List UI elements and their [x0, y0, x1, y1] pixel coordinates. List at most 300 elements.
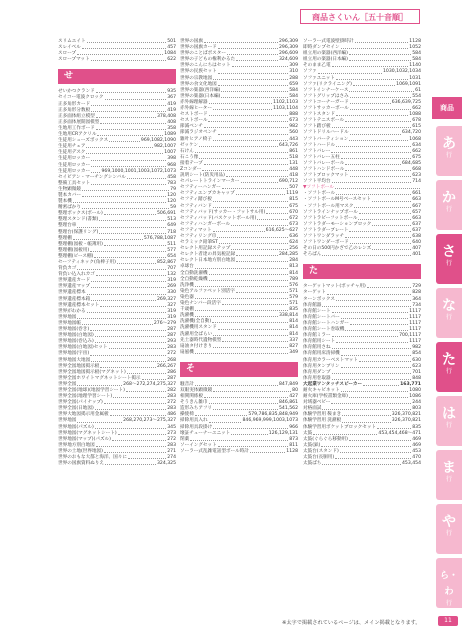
entry-term: 世界の民族セット — [180, 69, 217, 75]
entry-term: 千歳棚 — [180, 307, 194, 313]
entry-term: せいかつクランド — [58, 89, 95, 95]
entry-pages: 1128 — [286, 448, 298, 454]
leader-dots — [86, 144, 153, 148]
entry-term: 造形みちアフリ — [180, 406, 212, 412]
leader-dots — [104, 211, 156, 215]
leader-dots — [209, 271, 289, 275]
leader-dots — [99, 217, 166, 221]
entry-term: 太鼓 — [303, 430, 313, 436]
entry-term: 洗濯用全ばらい — [180, 331, 213, 337]
entry-pages: 624 — [289, 240, 298, 246]
entry-term: 生地用工作ボード — [58, 125, 95, 131]
entry-pages: 584 — [289, 87, 298, 93]
entry-pages: 284,285 — [279, 252, 298, 258]
entry-term: 世界地図(巻き) — [58, 327, 90, 333]
entry-term: 染色ナンバー段活字 — [180, 301, 221, 307]
entry-pages: 846,969,999,1003,1073 — [242, 418, 298, 424]
leader-dots — [77, 418, 122, 422]
leader-dots — [350, 173, 412, 177]
entry-pages: 966 — [289, 424, 298, 430]
entry-term: 耐火庫(学校書類金庫) — [303, 394, 348, 400]
leader-dots — [222, 185, 288, 189]
entry-term: 世界全図(地球)(地図学習シート) — [58, 387, 125, 393]
entry-pages: 1102,1103 — [273, 99, 298, 105]
entry-pages: 888 — [289, 112, 298, 118]
entry-term: セストボール — [180, 118, 208, 124]
entry-pages: 1117 — [409, 339, 421, 345]
entry-pages: 579,786,835,848,949 — [248, 412, 298, 418]
leader-dots — [355, 39, 409, 43]
leader-dots — [77, 223, 166, 227]
leader-dots — [113, 394, 166, 398]
entry-term: 体育用カラーベストマット — [303, 357, 358, 363]
leader-dots — [332, 376, 412, 380]
tab-gyo: 行 — [445, 206, 452, 213]
entry-pages: 453,454 — [402, 461, 421, 467]
kana-tab-6[interactable] — [436, 450, 462, 500]
leader-dots — [341, 45, 409, 49]
leader-dots — [241, 179, 279, 183]
leader-dots — [82, 321, 153, 325]
entry-pages: 296,609 — [279, 51, 298, 57]
leader-dots — [341, 364, 412, 368]
entry-pages: 684,685 — [402, 160, 421, 166]
entry-pages: 814 — [289, 331, 298, 337]
entry-pages: 615 — [412, 124, 421, 130]
entry-pages: 700,1117 — [399, 333, 421, 339]
leader-dots — [331, 400, 411, 404]
entry-pages: 649 — [167, 223, 176, 229]
entry-term: 太鼓ばち — [303, 461, 322, 467]
entry-term: 精密ばかり — [58, 205, 81, 211]
entry-pages: 643,726 — [279, 142, 298, 148]
entry-term: 世界の国旗カード — [180, 45, 217, 51]
entry-term: セストボード — [180, 112, 208, 118]
leader-dots — [91, 108, 166, 112]
kana-tab-2[interactable] — [436, 234, 462, 284]
entry-term: 生徒用ロッカー — [58, 162, 91, 168]
leader-dots — [95, 339, 166, 343]
entry-term: 世界大地図掲示用金属板 — [58, 412, 109, 418]
entry-pages: 675 — [412, 154, 421, 160]
entry-pages: 507 — [289, 185, 298, 191]
entry-term: スロープ — [58, 51, 77, 57]
kana-tab-4[interactable] — [436, 342, 462, 392]
entry-pages: 518 — [289, 154, 298, 160]
entry-term: 染色器 — [180, 294, 194, 300]
leader-dots — [350, 100, 391, 104]
entry-term: 全自動乾燥機 — [180, 276, 208, 282]
leader-dots — [213, 388, 291, 392]
entry-pages: 1080 — [409, 387, 421, 393]
entry-pages: 634 — [412, 142, 421, 148]
leader-dots — [367, 284, 411, 288]
leader-dots — [345, 327, 408, 331]
entry-term: ソフトバレー — [303, 148, 331, 154]
entry-term: ▼ソフトボール — [303, 185, 335, 191]
leader-dots — [204, 161, 288, 165]
leader-dots — [218, 69, 288, 73]
entry-term: 体育館シート巻取機 — [303, 327, 345, 333]
entry-term: 全自動洗濯機 — [180, 270, 208, 276]
entry-pages: 718 — [167, 229, 176, 235]
entry-pages: 579 — [289, 294, 298, 300]
leader-dots — [313, 431, 377, 435]
entry-pages: 678 — [412, 118, 421, 124]
kana-tab-7[interactable] — [436, 504, 462, 554]
entry-pages: 358 — [167, 125, 176, 131]
entry-pages: 662 — [412, 106, 421, 112]
leader-dots — [82, 193, 166, 197]
entry-pages: 1117 — [409, 308, 421, 314]
leader-dots — [195, 313, 278, 317]
entry-pages: 458 — [167, 174, 176, 180]
entry-pages: 848 — [412, 375, 421, 381]
entry-term: 生地用CRアクリル — [58, 132, 97, 138]
entry-pages: 670 — [289, 209, 298, 215]
leader-dots — [218, 443, 289, 447]
leader-dots — [204, 394, 288, 398]
entry-pages: 814 — [289, 270, 298, 276]
leader-dots — [218, 82, 288, 86]
entry-pages: 576 — [289, 282, 298, 288]
entry-term: 洗濯機 — [180, 313, 194, 319]
tab-kana: ら・わ — [439, 571, 458, 597]
entry-pages: 654 — [167, 253, 176, 259]
leader-dots — [90, 248, 166, 252]
index-entry — [303, 461, 421, 467]
leader-dots — [202, 167, 288, 171]
leader-dots — [95, 425, 166, 429]
entry-pages: 244 — [412, 400, 421, 406]
leader-dots — [349, 57, 411, 61]
entry-term: 赤外線ヒーター — [180, 106, 212, 112]
leader-dots — [345, 234, 411, 238]
entry-term: 大起業ワンタッチスピーカー — [303, 381, 363, 387]
entry-pages: 576,788,1087 — [143, 235, 176, 241]
leader-dots — [77, 382, 122, 386]
entry-term: ソフトラダーモーションブロック — [303, 221, 372, 227]
entry-pages: 310 — [289, 69, 298, 75]
leader-dots — [322, 252, 411, 256]
tab-gyo: 行 — [445, 600, 452, 607]
entry-term: スロープマット — [58, 57, 90, 63]
entry-term: 世界のことばポスター — [180, 51, 226, 57]
entry-pages: 852,867 — [157, 260, 176, 265]
leader-dots — [257, 216, 288, 220]
entry-term: 整理台車 — [58, 223, 77, 229]
entry-term: スリムエイト — [58, 39, 86, 44]
entry-term: 壊証チューナーユニット — [180, 430, 231, 436]
leader-dots — [91, 169, 100, 173]
entry-term: 赤外線理解器 — [180, 99, 208, 105]
entry-term: ・ソフトボール用マスク — [303, 203, 354, 209]
kana-tab-3[interactable] — [436, 288, 462, 338]
entry-term: ソフトドリルハードル — [303, 130, 349, 136]
kana-tab-8[interactable] — [436, 558, 462, 608]
leader-dots — [77, 266, 166, 270]
tab-kana: さ — [442, 244, 456, 260]
entry-pages: 443 — [289, 136, 298, 142]
entry-term: 体育用巻取器 — [303, 375, 331, 381]
leader-dots — [332, 309, 409, 313]
leader-dots — [104, 449, 166, 453]
leader-dots — [195, 264, 288, 268]
leader-dots — [213, 332, 288, 336]
entry-term: 体験学習用ポケットブロックセット — [303, 424, 377, 430]
entry-pages: 268 — [167, 357, 176, 363]
entry-pages: 457 — [167, 45, 176, 51]
entry-pages: 714 — [412, 179, 421, 185]
entry-pages: 701 — [412, 369, 421, 375]
leader-dots — [94, 254, 166, 258]
entry-term: ソフトグリップはさみ — [303, 93, 349, 99]
entry-pages: 286 — [167, 369, 176, 375]
tab-gyo: 行 — [445, 422, 452, 429]
entry-term: ソーラー式電波壁掛時計 — [303, 39, 354, 44]
entry-pages: 729 — [412, 284, 421, 290]
entry-pages: 120 — [167, 199, 176, 205]
leader-dots — [110, 412, 167, 416]
entry-term: 世界がわかる — [58, 308, 86, 314]
index-entry — [180, 449, 298, 455]
tab-gyo: 行 — [445, 530, 452, 537]
entry-term: ・ソフトボールM号ベースセット — [303, 197, 371, 203]
leader-dots — [335, 455, 411, 459]
leader-dots — [350, 321, 408, 325]
entry-term: ソフトブロックマット — [303, 173, 349, 179]
leader-dots — [105, 461, 156, 465]
entry-pages: 407 — [412, 246, 421, 252]
entry-term: 世界の国旗資料ぬりえ — [58, 461, 104, 467]
entry-term: 先土器時代遺物模型 — [180, 337, 222, 343]
leader-dots — [231, 246, 288, 250]
entry-term: 世界の食文化地図 — [180, 81, 217, 87]
leader-dots — [350, 94, 412, 98]
entry-term: ソフトスタンド — [303, 112, 336, 118]
tab-kana: た — [442, 352, 456, 368]
entry-term: 世界地図(マップ)(パズル) — [58, 436, 111, 442]
entry-term: 説明シート(防災用品) — [180, 173, 225, 179]
entry-term: ソフトワンダラッチ — [303, 234, 345, 239]
entry-pages: 511 — [167, 241, 176, 247]
entry-term: 世界のおもな大都と海洋、国々に — [58, 455, 127, 460]
kana-tab-5[interactable] — [436, 396, 462, 446]
footnote: ※太字で掲載されているページは、メイン掲載となります。 — [282, 620, 421, 626]
leader-dots — [342, 412, 391, 416]
entry-term: セフティーハンガー — [180, 185, 221, 191]
entry-pages: 673 — [289, 118, 298, 124]
entry-term: 洗濯機(全自動) — [180, 319, 212, 325]
entry-pages: 968 — [167, 162, 176, 168]
tab-gyo: 行 — [445, 314, 452, 321]
entry-pages: 453,454,468〜471 — [378, 430, 421, 436]
leader-dots — [77, 51, 163, 55]
entry-pages: 675 — [289, 203, 298, 209]
entry-pages: 337 — [289, 337, 298, 343]
entry-pages: 1119 — [286, 191, 298, 197]
entry-term: 世界遺産標本 — [58, 290, 86, 296]
entry-term: 騒音計 — [180, 381, 194, 387]
entry-term: セフティ踏び板 — [180, 197, 212, 203]
kana-tab-0[interactable] — [436, 126, 462, 176]
entry-term: 耐火キャビネット — [303, 387, 340, 393]
entry-pages: 969,1000,1001,1003,1072,1073 — [101, 168, 176, 174]
leader-dots — [354, 204, 411, 208]
leader-dots — [372, 246, 411, 250]
entry-pages: 622 — [167, 57, 176, 63]
entry-pages: 835 — [289, 307, 298, 313]
entry-term: ソフトハードル — [303, 142, 336, 148]
leader-dots — [222, 338, 288, 342]
entry-pages: 501 — [167, 39, 176, 44]
leader-dots — [213, 204, 288, 208]
entry-pages: 815 — [289, 197, 298, 203]
entry-term: 整理スタンド(書類) — [58, 217, 99, 223]
leader-dots — [209, 100, 273, 104]
entry-term: ソフトラビーフットボール — [303, 215, 358, 221]
entry-pages: 623 — [412, 363, 421, 369]
entry-pages: 577 — [167, 247, 176, 253]
entry-pages: 282 — [167, 387, 176, 393]
entry-term: 体育館ミラー — [303, 333, 331, 339]
entry-term: 製本カバー — [58, 192, 81, 198]
entry-pages: 982,1007 — [154, 144, 176, 150]
leader-dots — [190, 437, 288, 441]
entry-term: ソーラー式乱雑電話型ボール時計 — [180, 448, 249, 454]
entry-term: セイコー電波クロック — [58, 95, 104, 101]
entry-pages: 319 — [167, 308, 176, 314]
entry-pages: 789 — [289, 276, 298, 282]
leader-dots — [332, 345, 412, 349]
leader-dots — [219, 240, 288, 244]
entry-pages: 571 — [289, 301, 298, 307]
entry-pages: 326,370,821 — [391, 412, 421, 418]
leader-dots — [209, 112, 289, 116]
leader-dots — [195, 307, 288, 311]
entry-term: ソフト平均台 — [303, 179, 331, 185]
entry-term: ソフトバレー五柱 — [303, 154, 340, 160]
entry-pages: 814 — [289, 325, 298, 331]
entry-pages: 268,270,273〜275,327 — [123, 418, 176, 424]
entry-pages: 1128 — [409, 39, 421, 44]
entry-term: 石こう像 — [180, 154, 199, 160]
entry-term: 洗浄機 — [180, 282, 194, 288]
entry-pages: 364 — [412, 296, 421, 302]
entry-term: 世界の楽器(西洋編) — [180, 87, 221, 93]
leader-dots — [91, 163, 166, 167]
entry-term: 石けん — [180, 148, 194, 154]
entry-pages: 80 — [292, 387, 298, 393]
entry-pages: 1140 — [409, 63, 421, 69]
leader-dots — [91, 156, 166, 160]
entry-pages: 584 — [289, 93, 298, 99]
entry-term: セレクト日本地方別白地図 — [180, 258, 236, 264]
entry-pages: 486 — [167, 412, 176, 418]
entry-term: 整備工具セット — [58, 180, 91, 186]
leader-dots — [100, 120, 166, 124]
entry-pages: 1117 — [409, 314, 421, 320]
leader-dots — [345, 161, 401, 165]
leader-dots — [349, 88, 414, 92]
leader-dots — [349, 394, 408, 398]
entry-term: セパレートトラインマーカー — [180, 179, 240, 185]
leader-dots — [199, 155, 288, 159]
entry-pages: 293 — [167, 339, 176, 345]
entry-term: セイビアン・マーチングシンバル — [58, 174, 126, 180]
entry-pages: 707 — [167, 266, 176, 272]
entry-term: そのまま乙電 — [303, 63, 331, 69]
entry-pages: 662 — [412, 148, 421, 154]
entry-term: セフティバッド(サッカー・フットサル用) — [180, 209, 266, 215]
entry-term: 体育館用さね — [303, 345, 331, 351]
entry-term: 世界の楽器(日本編) — [180, 93, 221, 99]
section-head-1-52: そ — [180, 362, 298, 377]
page-number: 11 — [438, 616, 458, 626]
entry-pages: 873 — [289, 436, 298, 442]
entry-pages: 541,562 — [279, 406, 298, 412]
leader-dots — [372, 197, 411, 201]
entry-pages: 283 — [167, 345, 176, 351]
leader-dots — [90, 327, 166, 331]
leader-dots — [345, 167, 411, 171]
leader-dots — [195, 350, 288, 354]
entry-pages: 266,267 — [157, 363, 176, 369]
entry-term: 太鼓(ぐらぐら移動用) — [303, 436, 348, 442]
leader-dots — [213, 344, 288, 348]
entry-term: 世界全図ホワイトマグネットシート掲示 — [58, 375, 141, 381]
leader-dots — [213, 228, 265, 232]
entry-term: ソファ(リクライニング) — [303, 81, 352, 87]
leader-dots — [372, 222, 411, 226]
tab-kana: は — [442, 406, 456, 422]
side-category-label: 商品 — [432, 97, 462, 119]
entry-pages: 272 — [167, 351, 176, 357]
entry-pages: 506,691 — [157, 211, 176, 217]
leader-dots — [204, 124, 288, 128]
leader-dots — [336, 76, 408, 80]
entry-term: 掃除用具段掛け — [180, 424, 213, 430]
entry-term: 生物顕微鏡 — [58, 186, 81, 192]
entry-term: 節減ベンチ — [180, 124, 203, 130]
kana-tab-1[interactable] — [436, 180, 462, 230]
entry-pages: 584 — [412, 57, 421, 63]
index-column-middle — [180, 39, 298, 455]
entry-pages: 828 — [412, 290, 421, 296]
entry-term: ソフトハンドボール — [303, 166, 345, 172]
entry-term: 整理棚(ピース棚) — [58, 253, 94, 259]
leader-dots — [213, 137, 288, 141]
leader-dots — [77, 315, 166, 319]
entry-pages: 661 — [412, 191, 421, 197]
entry-term: 組立用の楽器(西洋編) — [303, 51, 348, 57]
leader-dots — [82, 45, 166, 49]
entry-term: ソファユニット — [303, 75, 335, 81]
index-column-left — [58, 39, 176, 467]
entry-term: 整理棚(図板用) — [58, 247, 90, 253]
leader-dots — [195, 295, 288, 299]
leader-dots — [350, 130, 401, 134]
tab-kana: や — [442, 514, 456, 530]
index-entry — [180, 350, 298, 356]
leader-dots — [204, 39, 278, 43]
entry-term: 正多面体展開図模型 — [58, 119, 100, 125]
entry-pages: 846,861 — [279, 400, 298, 406]
entry-term: 対域器ベビー — [303, 400, 331, 406]
entry-term: 体育館用床清掃機 — [303, 351, 340, 357]
entry-pages: 132 — [167, 272, 176, 278]
entry-pages: 126,129,131 — [268, 430, 298, 436]
